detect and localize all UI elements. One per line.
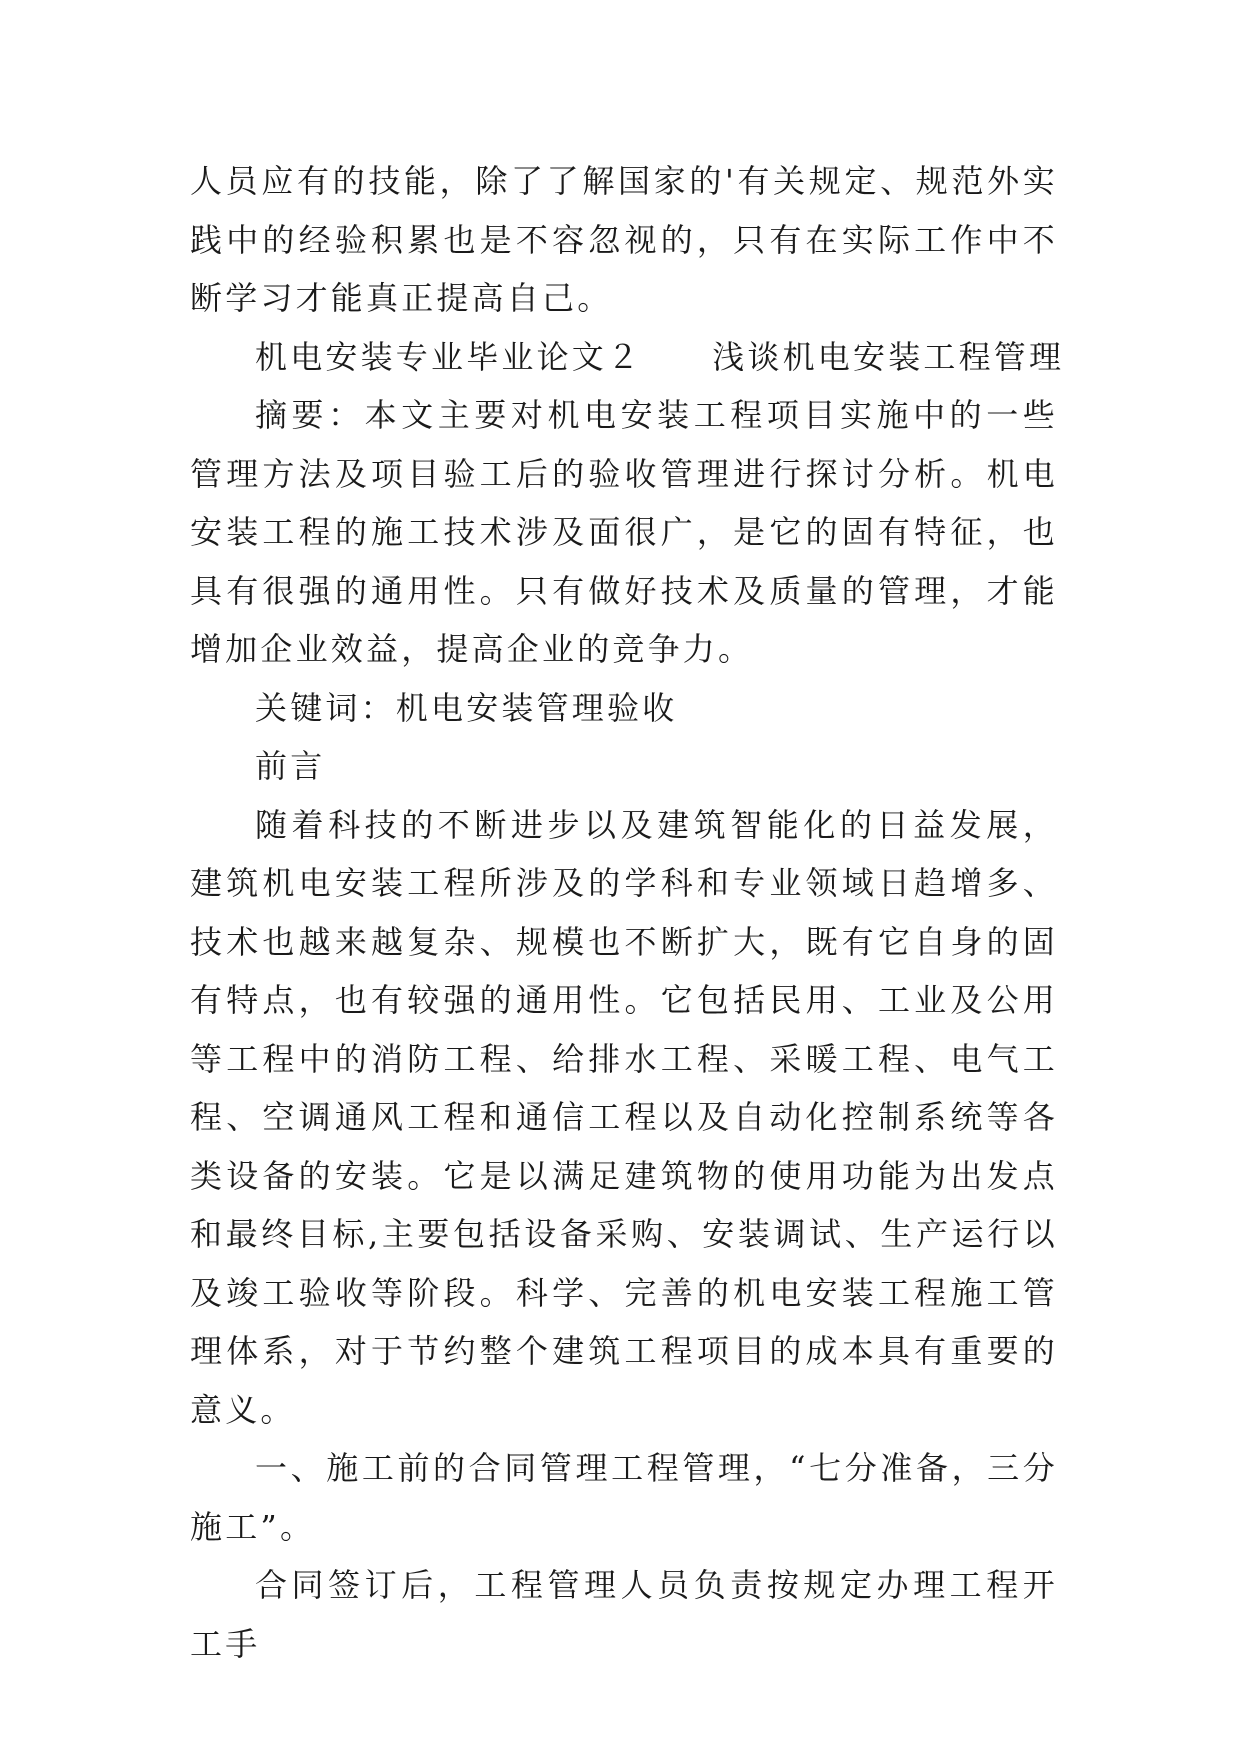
section-one-paragraph: 合同签订后，工程管理人员负责按规定办理工程开工手 — [190, 1566, 1058, 1663]
keywords-line: 关键词：机电安装管理验收 — [255, 688, 678, 727]
article-heading — [190, 328, 1065, 387]
section-one-title: 一、施工前的合同管理工程管理，“七分准备，三分施工”。 — [190, 1449, 1058, 1546]
continuation-paragraph: 人员应有的技能，除了了解国家的'有关规定、规范外实践中的经验积累也是不容忽视的，只有在实际工作中不断学习才能真正提高自己。 — [190, 162, 1058, 317]
preface-title: 前言 — [255, 747, 326, 785]
article-heading-title: 浅谈机电安装工程管理 — [712, 337, 1065, 376]
document-body — [190, 152, 1065, 1673]
preface-paragraph: 随着科技的不断进步以及建筑智能化的日益发展，建筑机电安装工程所涉及的学科和专业领域日趋增多、技术也越来越复杂、规模也不断扩大，既有它自身的固有特点，也有较强的通用性。它包括民用、工业及公用等工程中的消防工程、给排水工程、采暖工程、电气工程、空调通风工程和通信工程以及自动化控制系统等各类设备的安装。它是以满足建筑物的使用功能为出发点和最终目标,主要包括设备采购、安装调试、生产运行以及竣工验收等阶段。科学、完善的机电安装工程施工管理体系，对于节约整个建筑工程项目的成本具有重要的意义。 — [190, 805, 1058, 1429]
abstract-paragraph: 摘要：本文主要对机电安装工程项目实施中的一些管理方法及项目验工后的验收管理进行探讨分析。机电安装工程的施工技术涉及面很广，是它的固有特征，也具有很强的通用性。只有做好技术及质量的管理，才能增加企业效益，提高企业的竞争力。 — [190, 396, 1058, 668]
article-heading-series: 机电安装专业毕业论文２ — [255, 337, 643, 376]
